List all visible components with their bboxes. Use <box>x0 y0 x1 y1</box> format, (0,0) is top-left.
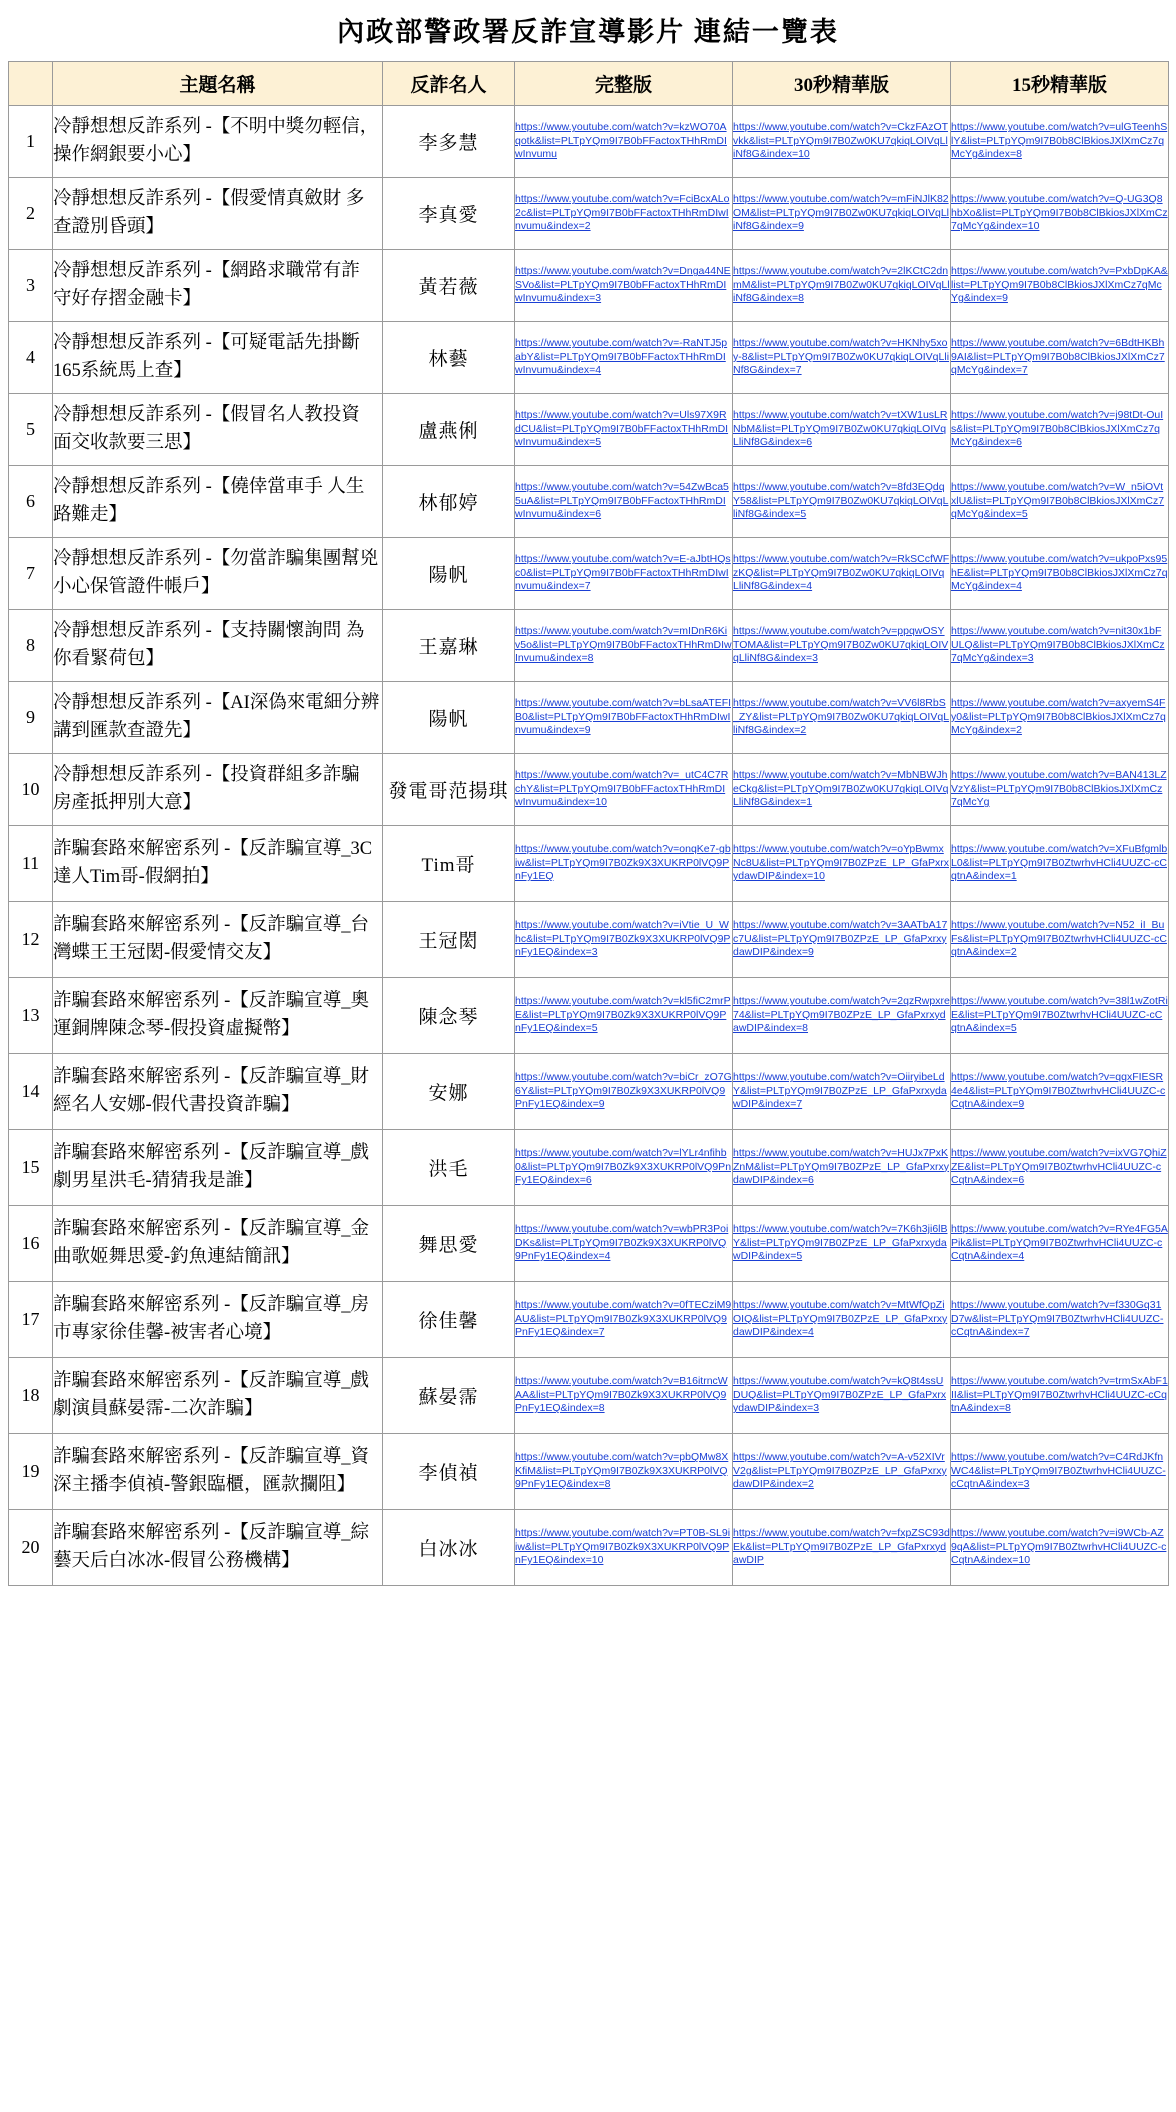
column-header-full: 完整版 <box>515 62 733 106</box>
table-row <box>9 902 1169 978</box>
full-version-link[interactable]: https://www.youtube.com/watch?v=_utC4C7RchY&list=PLTpYQm9I7B0bFFactoxTHhRmDIwInvumu&index=10 <box>515 769 729 809</box>
30sec-version-link-cell <box>733 1206 951 1282</box>
row-number: 18 <box>9 1358 53 1434</box>
30sec-version-link-cell <box>733 178 951 250</box>
table-row <box>9 1206 1169 1282</box>
table-row <box>9 106 1169 178</box>
row-number: 8 <box>9 610 53 682</box>
15sec-version-link[interactable]: https://www.youtube.com/watch?v=nit30x1bFULQ&list=PLTpYQm9I7B0b8ClBkiosJXlXmCz7qMcYg&index=3 <box>951 625 1165 665</box>
15sec-version-link[interactable]: https://www.youtube.com/watch?v=W_n5iOVtxlU&list=PLTpYQm9I7B0b8ClBkiosJXlXmCz7qMcYg&index=5 <box>951 481 1165 521</box>
30sec-version-link[interactable]: https://www.youtube.com/watch?v=CkzFAzOTvkk&list=PLTpYQm9I7B0Zw0KU7qkiqLOIVqLliNf8G&index=10 <box>733 121 949 161</box>
full-version-link-cell <box>515 106 733 178</box>
row-number: 14 <box>9 1054 53 1130</box>
15sec-version-link-cell <box>951 1510 1169 1586</box>
table-row <box>9 466 1169 538</box>
full-version-link[interactable]: https://www.youtube.com/watch?v=FciBcxALo2c&list=PLTpYQm9I7B0bFFactoxTHhRmDIwInvumu&index=2 <box>515 193 730 233</box>
15sec-version-link-cell <box>951 1206 1169 1282</box>
15sec-version-link[interactable]: https://www.youtube.com/watch?v=N52_iI_BuFs&list=PLTpYQm9I7B0ZtwrhvHCli4UUZC-cCqtnA&index=2 <box>951 919 1167 959</box>
row-number: 3 <box>9 250 53 322</box>
15sec-version-link-cell <box>951 826 1169 902</box>
row-number: 4 <box>9 322 53 394</box>
15sec-version-link-cell <box>951 394 1169 466</box>
30sec-version-link-cell <box>733 106 951 178</box>
15sec-version-link[interactable]: https://www.youtube.com/watch?v=ixVG7QhiZZE&list=PLTpYQm9I7B0ZtwrhvHCli4UUZC-cCqtnA&index=6 <box>951 1147 1167 1187</box>
row-number: 5 <box>9 394 53 466</box>
celebrity-name-cell: 洪毛 <box>383 1130 515 1206</box>
30sec-version-link[interactable]: https://www.youtube.com/watch?v=HKNhy5xoy-8&list=PLTpYQm9I7B0Zw0KU7qkiqLOIVqLliNf8G&index=7 <box>733 337 950 377</box>
topic-cell: 冷靜想想反詐系列 -【勿當詐騙集團幫兇 小心保管證件帳戶】 <box>53 538 383 610</box>
full-version-link[interactable]: https://www.youtube.com/watch?v=pbQMw8XKfiM&list=PLTpYQm9I7B0Zk9X3XUKRP0lVQ9PnFy1EQ&index=8 <box>515 1451 729 1491</box>
table-row <box>9 1130 1169 1206</box>
topic-cell: 詐騙套路來解密系列 -【反詐騙宣導_資深主播李偵禎-警銀臨櫃，匯款攔阻】 <box>53 1434 383 1510</box>
15sec-version-link-cell <box>951 1358 1169 1434</box>
celebrity-name-cell: 王嘉琳 <box>383 610 515 682</box>
30sec-version-link-cell <box>733 1358 951 1434</box>
table-row <box>9 826 1169 902</box>
30sec-version-link[interactable]: https://www.youtube.com/watch?v=tXW1usLRNbM&list=PLTpYQm9I7B0Zw0KU7qkiqLOIVqLliNf8G&index=6 <box>733 409 948 449</box>
30sec-version-link-cell <box>733 902 951 978</box>
30sec-version-link-cell <box>733 1130 951 1206</box>
15sec-version-link-cell <box>951 250 1169 322</box>
topic-cell: 冷靜想想反詐系列 -【支持關懷詢問 為你看緊荷包】 <box>53 610 383 682</box>
full-version-link[interactable]: https://www.youtube.com/watch?v=kl5fiC2mrPE&list=PLTpYQm9I7B0Zk9X3XUKRP0lVQ9PnFy1EQ&index=5 <box>515 995 731 1035</box>
celebrity-name-cell: 陽帆 <box>383 682 515 754</box>
full-version-link[interactable]: https://www.youtube.com/watch?v=onqKe7-gbiw&list=PLTpYQm9I7B0Zk9X3XUKRP0lVQ9PnFy1EQ <box>515 843 731 883</box>
30sec-version-link[interactable]: https://www.youtube.com/watch?v=8fd3EQdqY58&list=PLTpYQm9I7B0Zw0KU7qkiqLOIVqLliNf8G&index=5 <box>733 481 949 521</box>
30sec-version-link[interactable]: https://www.youtube.com/watch?v=MtWfQpZiOIQ&list=PLTpYQm9I7B0ZPzE_LP_GfaPxrxydawDIP&index=4 <box>733 1299 948 1339</box>
15sec-version-link[interactable]: https://www.youtube.com/watch?v=trmSxAbF1II&list=PLTpYQm9I7B0ZtwrhvHCli4UUZC-cCqtnA&index=8 <box>951 1375 1168 1415</box>
table-row <box>9 610 1169 682</box>
full-version-link[interactable]: https://www.youtube.com/watch?v=biCr_zO7G6Y&list=PLTpYQm9I7B0Zk9X3XUKRP0lVQ9PnFy1EQ&index=9 <box>515 1071 732 1111</box>
30sec-version-link-cell <box>733 1282 951 1358</box>
full-version-link[interactable]: https://www.youtube.com/watch?v=wbPR3PoiDKs&list=PLTpYQm9I7B0Zk9X3XUKRP0lVQ9PnFy1EQ&index=4 <box>515 1223 729 1263</box>
topic-cell: 詐騙套路來解密系列 -【反詐騙宣導_金曲歌姬舞思愛-釣魚連結簡訊】 <box>53 1206 383 1282</box>
full-version-link-cell <box>515 1434 733 1510</box>
30sec-version-link[interactable]: https://www.youtube.com/watch?v=2lKCtC2dnmM&list=PLTpYQm9I7B0Zw0KU7qkiqLOIVqLliNf8G&index=8 <box>733 265 950 305</box>
topic-cell: 詐騙套路來解密系列 -【反詐騙宣導_房市專家徐佳馨-被害者心境】 <box>53 1282 383 1358</box>
celebrity-name-cell: 蘇晏霈 <box>383 1358 515 1434</box>
30sec-version-link-cell <box>733 322 951 394</box>
celebrity-name-cell: 林郁婷 <box>383 466 515 538</box>
full-version-link[interactable]: https://www.youtube.com/watch?v=Uls97X9RdCU&list=PLTpYQm9I7B0bFFactoxTHhRmDIwInvumu&index=5 <box>515 409 729 449</box>
celebrity-name-cell: 安娜 <box>383 1054 515 1130</box>
full-version-link[interactable]: https://www.youtube.com/watch?v=54ZwBca55uA&list=PLTpYQm9I7B0bFFactoxTHhRmDIwInvumu&index=6 <box>515 481 729 521</box>
15sec-version-link-cell <box>951 1054 1169 1130</box>
table-body <box>9 106 1169 1586</box>
column-header-15sec: 15秒精華版 <box>951 62 1169 106</box>
table-row <box>9 250 1169 322</box>
full-version-link-cell <box>515 250 733 322</box>
15sec-version-link-cell <box>951 754 1169 826</box>
30sec-version-link-cell <box>733 466 951 538</box>
table-header <box>9 62 1169 106</box>
topic-cell: 詐騙套路來解密系列 -【反詐騙宣導_戲劇演員蘇晏霈-二次詐騙】 <box>53 1358 383 1434</box>
full-version-link-cell <box>515 826 733 902</box>
topic-cell: 冷靜想想反詐系列 -【可疑電話先掛斷 165系統馬上查】 <box>53 322 383 394</box>
full-version-link-cell <box>515 394 733 466</box>
15sec-version-link-cell <box>951 1434 1169 1510</box>
topic-cell: 冷靜想想反詐系列 -【僥倖當車手 人生路難走】 <box>53 466 383 538</box>
video-link-table <box>8 61 1169 1586</box>
30sec-version-link-cell <box>733 394 951 466</box>
celebrity-name-cell: 陳念琴 <box>383 978 515 1054</box>
row-number: 16 <box>9 1206 53 1282</box>
30sec-version-link[interactable]: https://www.youtube.com/watch?v=ppqwOSYTOMA&list=PLTpYQm9I7B0Zw0KU7qkiqLOIVqLliNf8G&index=3 <box>733 625 949 665</box>
15sec-version-link[interactable]: https://www.youtube.com/watch?v=ukpoPxs95hE&list=PLTpYQm9I7B0b8ClBkiosJXlXmCz7qMcYg&index=4 <box>951 553 1168 593</box>
topic-cell: 冷靜想想反詐系列 -【投資群組多詐騙 房產抵押別大意】 <box>53 754 383 826</box>
full-version-link[interactable]: https://www.youtube.com/watch?v=lYLr4nfihb0&list=PLTpYQm9I7B0Zk9X3XUKRP0lVQ9PnFy1EQ&index=6 <box>515 1147 732 1187</box>
row-number: 15 <box>9 1130 53 1206</box>
full-version-link-cell <box>515 682 733 754</box>
full-version-link[interactable]: https://www.youtube.com/watch?v=0fTECziM9AU&list=PLTpYQm9I7B0Zk9X3XUKRP0lVQ9PnFy1EQ&index=7 <box>515 1299 732 1339</box>
table-row <box>9 1434 1169 1510</box>
table-row <box>9 322 1169 394</box>
column-header-name: 反詐名人 <box>383 62 515 106</box>
full-version-link-cell <box>515 466 733 538</box>
table-row <box>9 1054 1169 1130</box>
15sec-version-link[interactable]: https://www.youtube.com/watch?v=38l1wZotRiE&list=PLTpYQm9I7B0ZtwrhvHCli4UUZC-cCqtnA&index=5 <box>951 995 1168 1035</box>
30sec-version-link-cell <box>733 682 951 754</box>
15sec-version-link-cell <box>951 682 1169 754</box>
15sec-version-link-cell <box>951 902 1169 978</box>
table-row <box>9 682 1169 754</box>
topic-cell: 詐騙套路來解密系列 -【反詐騙宣導_台灣蝶王王冠閎-假愛情交友】 <box>53 902 383 978</box>
table-row <box>9 394 1169 466</box>
full-version-link[interactable]: https://www.youtube.com/watch?v=E-aJbtHQsc0&list=PLTpYQm9I7B0bFFactoxTHhRmDIwInvumu&index=7 <box>515 553 731 593</box>
full-version-link[interactable]: https://www.youtube.com/watch?v=kzWO70Aqotk&list=PLTpYQm9I7B0bFFactoxTHhRmDIwInvumu <box>515 121 727 161</box>
15sec-version-link[interactable]: https://www.youtube.com/watch?v=RYe4FG5APik&list=PLTpYQm9I7B0ZtwrhvHCli4UUZC-cCqtnA&index=4 <box>951 1223 1168 1263</box>
topic-cell: 詐騙套路來解密系列 -【反詐騙宣導_奧運銅牌陳念琴-假投資虛擬幣】 <box>53 978 383 1054</box>
30sec-version-link-cell <box>733 1054 951 1130</box>
full-version-link[interactable]: https://www.youtube.com/watch?v=mIDnR6Kiv5o&list=PLTpYQm9I7B0bFFactoxTHhRmDIwInvumu&index=8 <box>515 625 732 665</box>
celebrity-name-cell: 李偵禎 <box>383 1434 515 1510</box>
full-version-link[interactable]: https://www.youtube.com/watch?v=bLsaATEFIB0&list=PLTpYQm9I7B0bFFactoxTHhRmDIwInvumu&index=9 <box>515 697 732 737</box>
full-version-link-cell <box>515 1130 733 1206</box>
celebrity-name-cell: 李真愛 <box>383 178 515 250</box>
page-title: 內政部警政署反詐宣導影片 連結一覽表 <box>337 17 839 47</box>
30sec-version-link[interactable]: https://www.youtube.com/watch?v=fxpZSC93dEk&list=PLTpYQm9I7B0ZPzE_LP_GfaPxrxydawDIP <box>733 1527 950 1567</box>
row-number: 1 <box>9 106 53 178</box>
celebrity-name-cell: 王冠閎 <box>383 902 515 978</box>
15sec-version-link[interactable]: https://www.youtube.com/watch?v=BAN413LZVzY&list=PLTpYQm9I7B0b8ClBkiosJXlXmCz7qMcYg <box>951 769 1167 809</box>
15sec-version-link-cell <box>951 178 1169 250</box>
column-header-no <box>9 62 53 106</box>
celebrity-name-cell: 黃若薇 <box>383 250 515 322</box>
celebrity-name-cell: 盧燕俐 <box>383 394 515 466</box>
15sec-version-link[interactable]: https://www.youtube.com/watch?v=f330Gq31D7w&list=PLTpYQm9I7B0ZtwrhvHCli4UUZC-cCqtnA&index=7 <box>951 1299 1164 1339</box>
full-version-link-cell <box>515 1510 733 1586</box>
column-header-30sec: 30秒精華版 <box>733 62 951 106</box>
celebrity-name-cell: 徐佳馨 <box>383 1282 515 1358</box>
15sec-version-link-cell <box>951 322 1169 394</box>
15sec-version-link-cell <box>951 1130 1169 1206</box>
topic-cell: 詐騙套路來解密系列 -【反詐騙宣導_戲劇男星洪毛-猜猜我是誰】 <box>53 1130 383 1206</box>
row-number: 19 <box>9 1434 53 1510</box>
30sec-version-link[interactable]: https://www.youtube.com/watch?v=VV6l8RbS_ZY&list=PLTpYQm9I7B0Zw0KU7qkiqLOIVqLliNf8G&index=2 <box>733 697 950 737</box>
full-version-link-cell <box>515 1206 733 1282</box>
15sec-version-link[interactable]: https://www.youtube.com/watch?v=Q-UG3Q8hbXo&list=PLTpYQm9I7B0b8ClBkiosJXlXmCz7qMcYg&index=10 <box>951 193 1168 233</box>
topic-cell: 冷靜想想反詐系列 -【假愛情真斂財 多查證別昏頭】 <box>53 178 383 250</box>
row-number: 12 <box>9 902 53 978</box>
full-version-link[interactable]: https://www.youtube.com/watch?v=iVtie_U_Whc&list=PLTpYQm9I7B0Zk9X3XUKRP0lVQ9PnFy1EQ&index=3 <box>515 919 731 959</box>
30sec-version-link-cell <box>733 610 951 682</box>
topic-cell: 詐騙套路來解密系列 -【反詐騙宣導_財經名人安娜-假代書投資詐騙】 <box>53 1054 383 1130</box>
celebrity-name-cell: 李多慧 <box>383 106 515 178</box>
row-number: 10 <box>9 754 53 826</box>
15sec-version-link-cell <box>951 978 1169 1054</box>
topic-cell: 冷靜想想反詐系列 -【AI深偽來電細分辨 講到匯款查證先】 <box>53 682 383 754</box>
celebrity-name-cell: 發電哥范揚琪 <box>383 754 515 826</box>
row-number: 9 <box>9 682 53 754</box>
30sec-version-link-cell <box>733 538 951 610</box>
30sec-version-link[interactable]: https://www.youtube.com/watch?v=OiiryibeLdY&list=PLTpYQm9I7B0ZPzE_LP_GfaPxrxydawDIP&index=7 <box>733 1071 947 1111</box>
full-version-link-cell <box>515 610 733 682</box>
30sec-version-link[interactable]: https://www.youtube.com/watch?v=HUJx7PxKZnM&list=PLTpYQm9I7B0ZPzE_LP_GfaPxrxydawDIP&index=6 <box>733 1147 950 1187</box>
15sec-version-link[interactable]: https://www.youtube.com/watch?v=i9WCb-AZ9qA&list=PLTpYQm9I7B0ZtwrhvHCli4UUZC-cCqtnA&index=10 <box>951 1527 1167 1567</box>
full-version-link-cell <box>515 1282 733 1358</box>
30sec-version-link[interactable]: https://www.youtube.com/watch?v=2qzRwpxre74&list=PLTpYQm9I7B0ZPzE_LP_GfaPxrxydawDIP&index=8 <box>733 995 950 1035</box>
full-version-link-cell <box>515 538 733 610</box>
row-number: 6 <box>9 466 53 538</box>
celebrity-name-cell: Tim哥 <box>383 826 515 902</box>
topic-cell: 冷靜想想反詐系列 -【假冒名人教投資 面交收款要三思】 <box>53 394 383 466</box>
30sec-version-link[interactable]: https://www.youtube.com/watch?v=oYpBwmxNc8U&list=PLTpYQm9I7B0ZPzE_LP_GfaPxrxydawDIP&index=10 <box>733 843 950 883</box>
row-number: 17 <box>9 1282 53 1358</box>
15sec-version-link[interactable]: https://www.youtube.com/watch?v=PxbDpKA&list=PLTpYQm9I7B0b8ClBkiosJXlXmCz7qMcYg&index=9 <box>951 265 1168 305</box>
15sec-version-link[interactable]: https://www.youtube.com/watch?v=j98tDt-OuIs&list=PLTpYQm9I7B0b8ClBkiosJXlXmCz7qMcYg&index=6 <box>951 409 1164 449</box>
15sec-version-link[interactable]: https://www.youtube.com/watch?v=C4RdJKfnWC4&list=PLTpYQm9I7B0ZtwrhvHCli4UUZC-cCqtnA&index=3 <box>951 1451 1166 1491</box>
30sec-version-link[interactable]: https://www.youtube.com/watch?v=RkSCcfWFzKQ&list=PLTpYQm9I7B0Zw0KU7qkiqLOIVqLliNf8G&index=4 <box>733 553 950 593</box>
celebrity-name-cell: 舞思愛 <box>383 1206 515 1282</box>
row-number: 11 <box>9 826 53 902</box>
30sec-version-link[interactable]: https://www.youtube.com/watch?v=7K6h3ji6lBY&list=PLTpYQm9I7B0ZPzE_LP_GfaPxrxydawDIP&index=5 <box>733 1223 948 1263</box>
topic-cell: 詐騙套路來解密系列 -【反詐騙宣導_3C達人Tim哥-假網拍】 <box>53 826 383 902</box>
15sec-version-link-cell <box>951 610 1169 682</box>
row-number: 2 <box>9 178 53 250</box>
15sec-version-link[interactable]: https://www.youtube.com/watch?v=XFuBfgmlbL0&list=PLTpYQm9I7B0ZtwrhvHCli4UUZC-cCqtnA&index=1 <box>951 843 1168 883</box>
15sec-version-link[interactable]: https://www.youtube.com/watch?v=6BdtHKBh9AI&list=PLTpYQm9I7B0b8ClBkiosJXlXmCz7qMcYg&index=7 <box>951 337 1165 377</box>
full-version-link-cell <box>515 978 733 1054</box>
30sec-version-link-cell <box>733 1434 951 1510</box>
15sec-version-link-cell <box>951 538 1169 610</box>
30sec-version-link[interactable]: https://www.youtube.com/watch?v=MbNBWJheCkg&list=PLTpYQm9I7B0Zw0KU7qkiqLOIVqLliNf8G&index=1 <box>733 769 949 809</box>
celebrity-name-cell: 林藝 <box>383 322 515 394</box>
30sec-version-link-cell <box>733 754 951 826</box>
15sec-version-link-cell <box>951 106 1169 178</box>
topic-cell: 詐騙套路來解密系列 -【反詐騙宣導_綜藝天后白冰冰-假冒公務機構】 <box>53 1510 383 1586</box>
topic-cell: 冷靜想想反詐系列 -【不明中獎勿輕信，操作網銀要小心】 <box>53 106 383 178</box>
row-number: 20 <box>9 1510 53 1586</box>
table-row <box>9 538 1169 610</box>
full-version-link[interactable]: https://www.youtube.com/watch?v=Dnga44NESVo&list=PLTpYQm9I7B0bFFactoxTHhRmDIwInvumu&index=3 <box>515 265 731 305</box>
full-version-link-cell <box>515 754 733 826</box>
30sec-version-link-cell <box>733 978 951 1054</box>
full-version-link[interactable]: https://www.youtube.com/watch?v=PT0B-SL9iiw&list=PLTpYQm9I7B0Zk9X3XUKRP0lVQ9PnFy1EQ&index=10 <box>515 1527 731 1567</box>
30sec-version-link[interactable]: https://www.youtube.com/watch?v=kQ8t4ssUDUQ&list=PLTpYQm9I7B0ZPzE_LP_GfaPxrxydawDIP&index=3 <box>733 1375 947 1415</box>
30sec-version-link-cell <box>733 1510 951 1586</box>
topic-cell: 冷靜想想反詐系列 -【網路求職常有詐 守好存摺金融卡】 <box>53 250 383 322</box>
30sec-version-link-cell <box>733 826 951 902</box>
30sec-version-link[interactable]: https://www.youtube.com/watch?v=A-v52XIVrV2g&list=PLTpYQm9I7B0ZPzE_LP_GfaPxrxydawDIP&index=2 <box>733 1451 947 1491</box>
full-version-link-cell <box>515 1054 733 1130</box>
30sec-version-link-cell <box>733 250 951 322</box>
full-version-link[interactable]: https://www.youtube.com/watch?v=-RaNTJ5pabY&list=PLTpYQm9I7B0bFFactoxTHhRmDIwInvumu&index=4 <box>515 337 728 377</box>
30sec-version-link[interactable]: https://www.youtube.com/watch?v=3AATbA17c7U&list=PLTpYQm9I7B0ZPzE_LP_GfaPxrxydawDIP&index=9 <box>733 919 948 959</box>
full-version-link[interactable]: https://www.youtube.com/watch?v=B16itrncWAA&list=PLTpYQm9I7B0Zk9X3XUKRP0lVQ9PnFy1EQ&index=8 <box>515 1375 728 1415</box>
15sec-version-link[interactable]: https://www.youtube.com/watch?v=qqxFIESR4e4&list=PLTpYQm9I7B0ZtwrhvHCli4UUZC-cCqtnA&index=9 <box>951 1071 1166 1111</box>
table-row <box>9 978 1169 1054</box>
full-version-link-cell <box>515 902 733 978</box>
table-row <box>9 1510 1169 1586</box>
full-version-link-cell <box>515 178 733 250</box>
celebrity-name-cell: 陽帆 <box>383 538 515 610</box>
table-row <box>9 178 1169 250</box>
30sec-version-link[interactable]: https://www.youtube.com/watch?v=mFiNJlK82OM&list=PLTpYQm9I7B0Zw0KU7qkiqLOIVqLliNf8G&index=9 <box>733 193 950 233</box>
table-row <box>9 1282 1169 1358</box>
15sec-version-link-cell <box>951 466 1169 538</box>
row-number: 13 <box>9 978 53 1054</box>
table-row <box>9 1358 1169 1434</box>
15sec-version-link[interactable]: https://www.youtube.com/watch?v=ulGTeenhSlY&list=PLTpYQm9I7B0b8ClBkiosJXlXmCz7qMcYg&index=8 <box>951 121 1168 161</box>
celebrity-name-cell: 白冰冰 <box>383 1510 515 1586</box>
column-header-topic: 主題名稱 <box>53 62 383 106</box>
table-row <box>9 754 1169 826</box>
row-number: 7 <box>9 538 53 610</box>
15sec-version-link-cell <box>951 1282 1169 1358</box>
full-version-link-cell <box>515 1358 733 1434</box>
15sec-version-link[interactable]: https://www.youtube.com/watch?v=axyemS4Fy0&list=PLTpYQm9I7B0b8ClBkiosJXlXmCz7qMcYg&index=2 <box>951 697 1166 737</box>
full-version-link-cell <box>515 322 733 394</box>
